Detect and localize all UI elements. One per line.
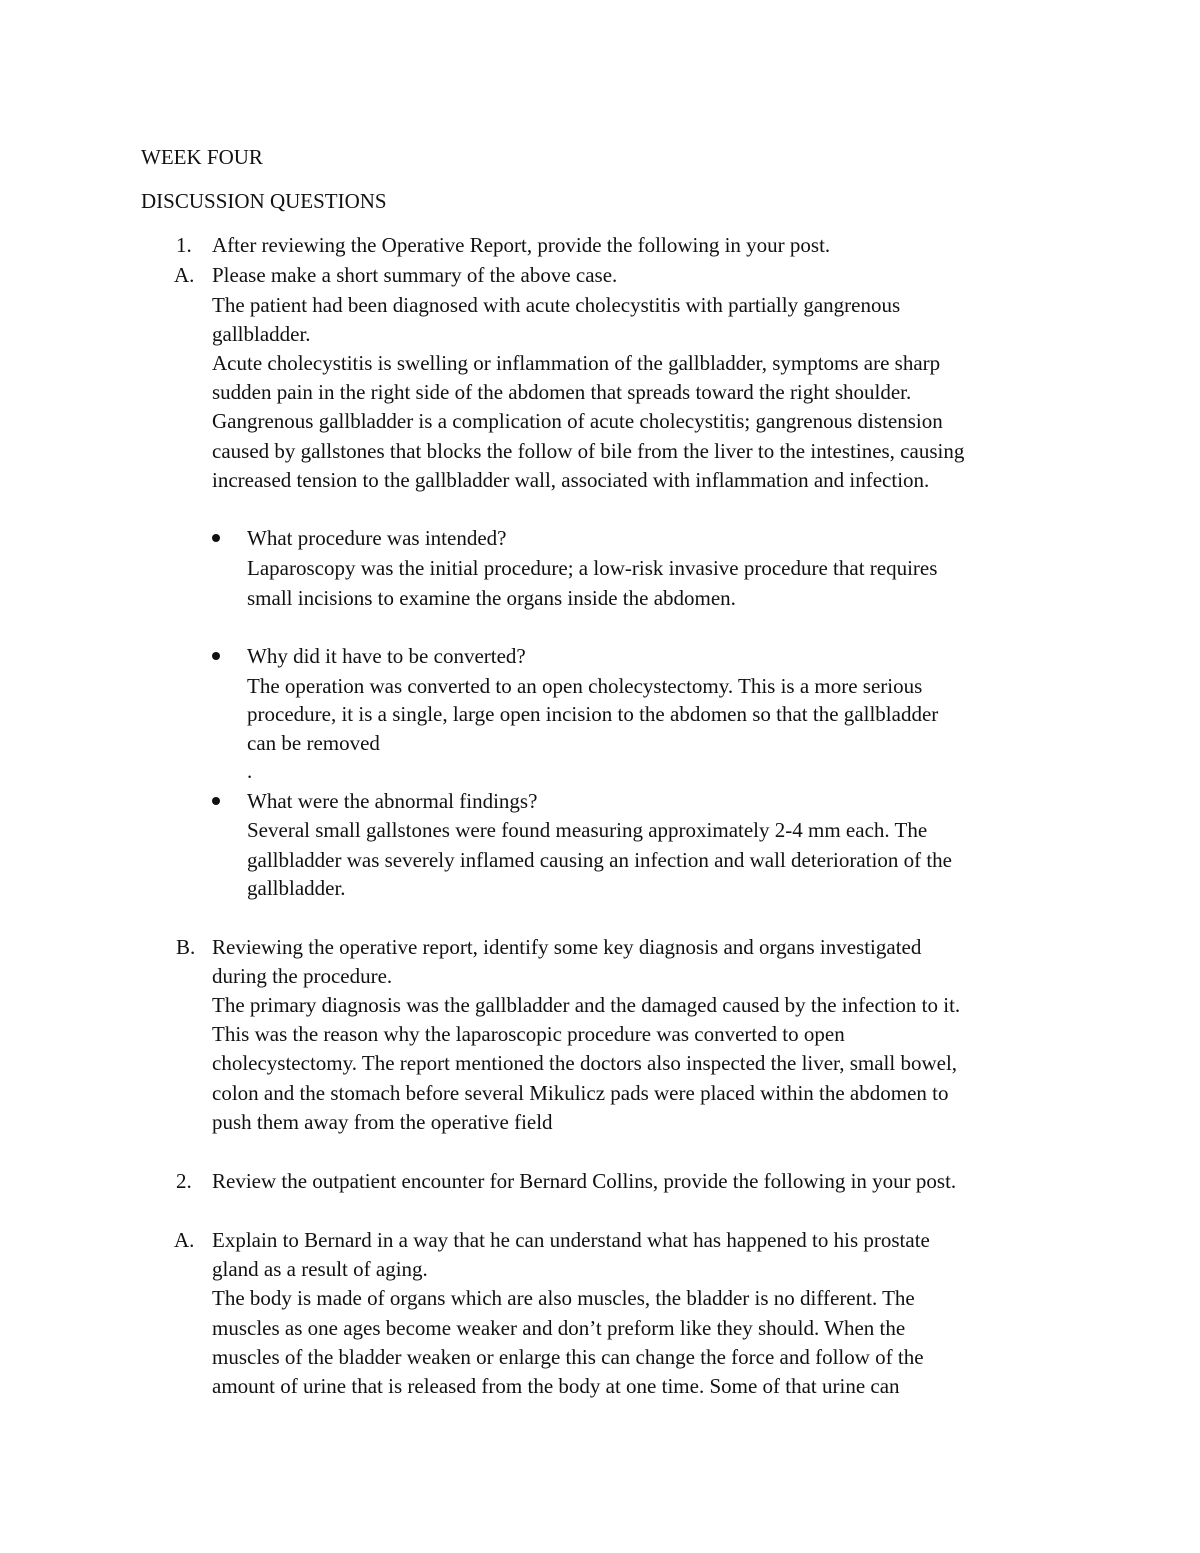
bullet-answer-line: The operation was converted to an open cholecystectomy. This is a more serious (247, 674, 923, 698)
paragraph-line: sudden pain in the right side of the abdomen that spreads toward the right shoulder. (212, 380, 912, 404)
paragraph-line: increased tension to the gallbladder wall, associated with inflammation and infection. (212, 468, 930, 492)
bullet-icon (212, 797, 220, 805)
bullet-question: What were the abnormal findings? (247, 789, 538, 813)
bullet-answer-line: gallbladder was severely inflamed causing an infection and wall deterioration of the (247, 848, 952, 872)
paragraph-line: The primary diagnosis was the gallbladder and the damaged caused by the infection to it. (212, 993, 961, 1017)
paragraph-line: This was the reason why the laparoscopic procedure was converted to open (212, 1022, 845, 1046)
paragraph-line: caused by gallstones that blocks the follow of bile from the liver to the intestines, causing (212, 439, 965, 463)
paragraph-line: Please make a short summary of the above case. (212, 263, 618, 287)
bullet-answer-line: Laparoscopy was the initial procedure; a low-risk invasive procedure that requires (247, 556, 938, 580)
bullet-icon (212, 534, 220, 542)
paragraph-line: muscles as one ages become weaker and don’t preform like they should. When the (212, 1316, 906, 1340)
document-subtitle: DISCUSSION QUESTIONS (141, 189, 387, 213)
question-2-text: Review the outpatient encounter for Bernard Collins, provide the following in your post. (212, 1169, 957, 1193)
question-1-number: 1. (176, 233, 192, 257)
bullet-icon (212, 652, 220, 660)
question-2-number: 2. (176, 1169, 192, 1193)
paragraph-line: colon and the stomach before several Mikulicz pads were placed within the abdomen to (212, 1081, 949, 1105)
paragraph-line: amount of urine that is released from the body at one time. Some of that urine can (212, 1374, 900, 1398)
bullet-answer-line: procedure, it is a single, large open incision to the abdomen so that the gallbladder (247, 702, 939, 726)
document-title: WEEK FOUR (141, 145, 263, 169)
paragraph-line: gallbladder. (212, 322, 311, 346)
paragraph-line: muscles of the bladder weaken or enlarge this can change the force and follow of the (212, 1345, 924, 1369)
paragraph-line: push them away from the operative field (212, 1110, 553, 1134)
bullet-answer-line: Several small gallstones were found measuring approximately 2-4 mm each. The (247, 818, 928, 842)
question-1-part-b-marker: B. (176, 935, 196, 959)
paragraph-line: gland as a result of aging. (212, 1257, 428, 1281)
paragraph-line: Acute cholecystitis is swelling or inflammation of the gallbladder, symptoms are sharp (212, 351, 941, 375)
bullet-question: What procedure was intended? (247, 526, 507, 550)
bullet-answer-line: small incisions to examine the organs inside the abdomen. (247, 586, 736, 610)
bullet-question: Why did it have to be converted? (247, 644, 526, 668)
paragraph-line: Gangrenous gallbladder is a complication of acute cholecystitis; gangrenous distension (212, 409, 943, 433)
bullet-answer-line: can be removed (247, 731, 380, 755)
bullet-answer-line: . (247, 759, 253, 783)
paragraph-line: Reviewing the operative report, identify some key diagnosis and organs investigated (212, 935, 922, 959)
paragraph-line: Explain to Bernard in a way that he can understand what has happened to his prostate (212, 1228, 930, 1252)
question-1-part-a-marker: A. (174, 263, 195, 287)
paragraph-line: cholecystectomy. The report mentioned the doctors also inspected the liver, small bowel, (212, 1051, 958, 1075)
bullet-answer-line: gallbladder. (247, 876, 346, 900)
paragraph-line: The body is made of organs which are also muscles, the bladder is no different. The (212, 1286, 915, 1310)
paragraph-line: The patient had been diagnosed with acute cholecystitis with partially gangrenous (212, 293, 901, 317)
question-2-part-a-marker: A. (174, 1228, 195, 1252)
paragraph-line: during the procedure. (212, 964, 393, 988)
question-1-text: After reviewing the Operative Report, provide the following in your post. (212, 233, 831, 257)
